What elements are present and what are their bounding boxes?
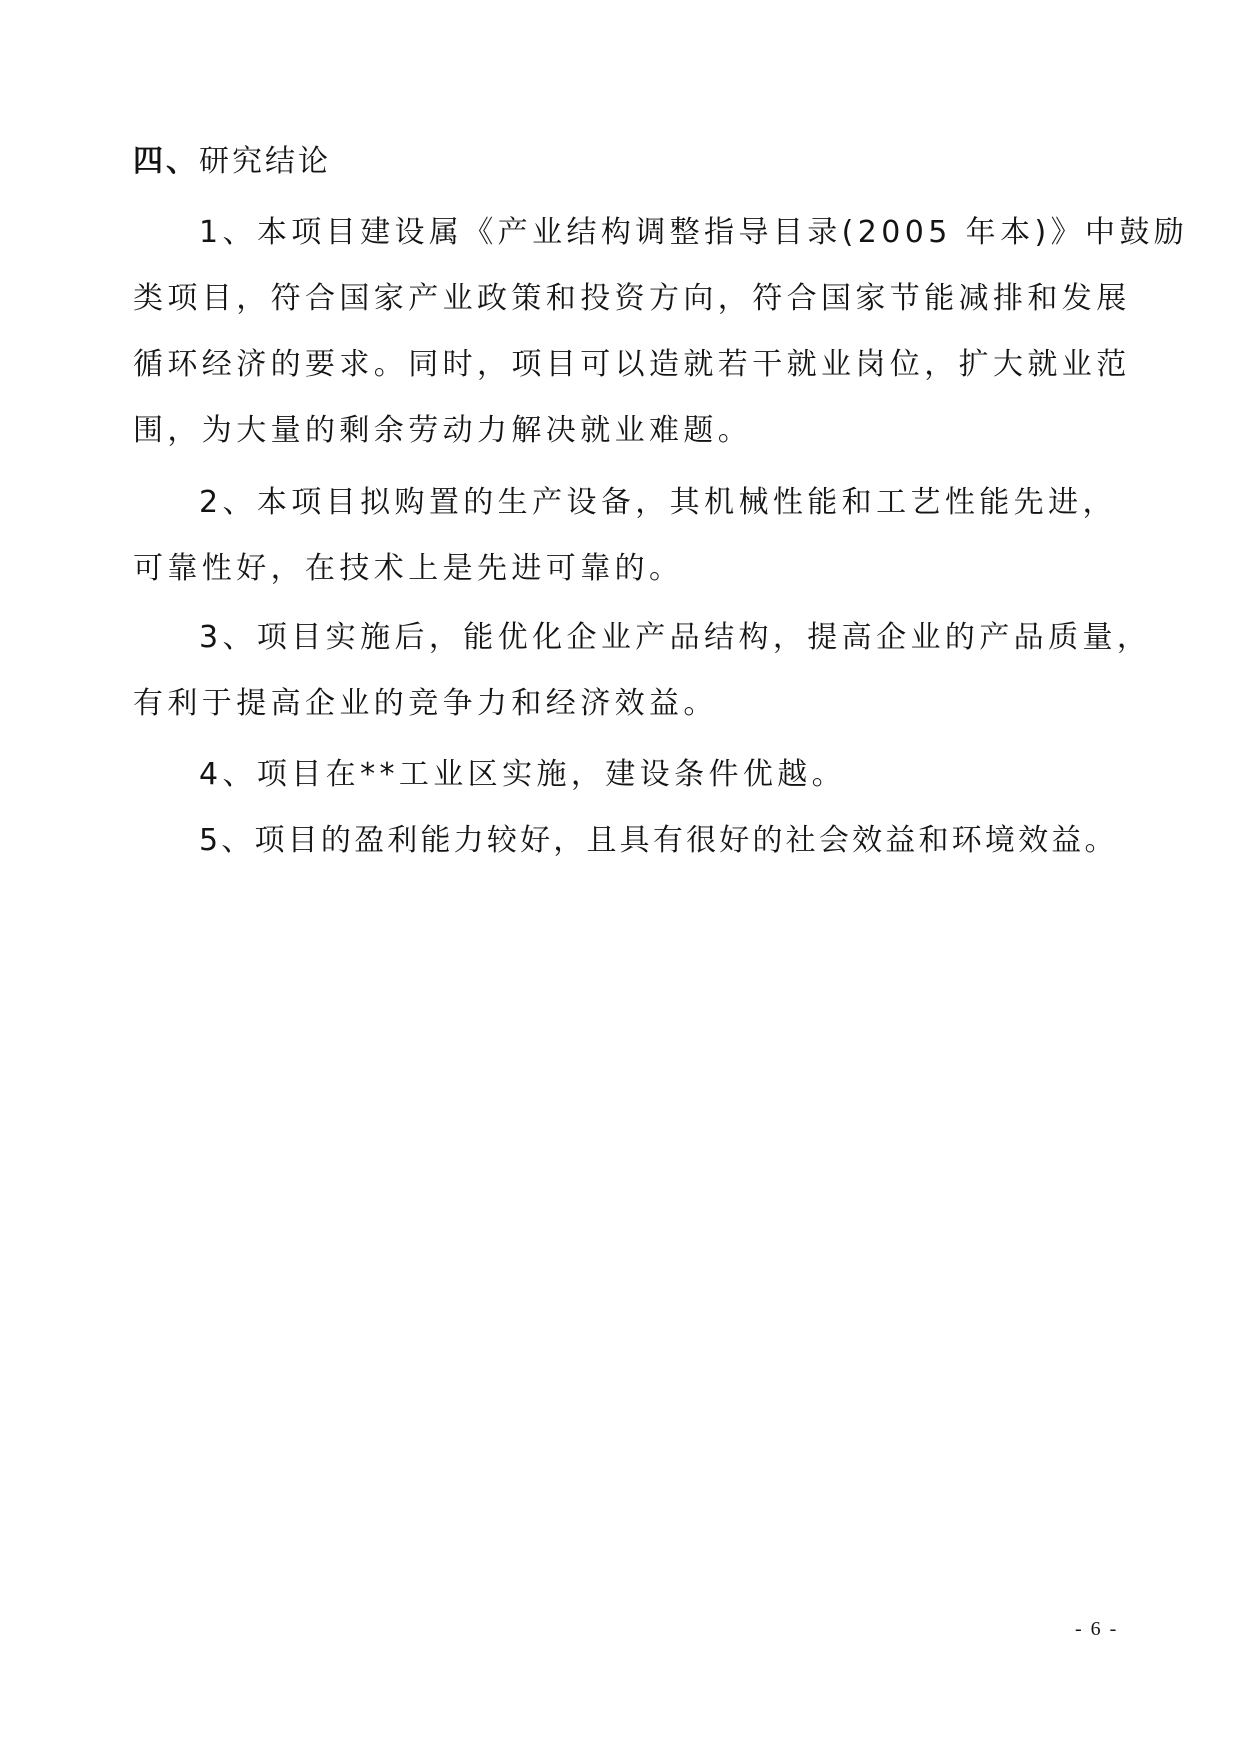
conclusion-paragraph-5 [133,808,1118,874]
section-number: 四、 [133,144,199,179]
paragraph-line: 5、项目的盈利能力较好，且具有很好的社会效益和环境效益。 [199,823,1118,858]
paragraph-line: 可靠性好，在技术上是先进可靠的。 [133,551,684,586]
conclusion-paragraph-2 [133,470,1117,602]
section-title: 研究结论 [199,144,331,179]
paragraph-line: 循环经济的要求。同时，项目可以造就若干就业岗位，扩大就业范 [133,347,1131,382]
paragraph-line: 有利于提高企业的竞争力和经济效益。 [133,686,718,721]
section-heading [133,140,331,184]
paragraph-line: 3、项目实施后，能优化企业产品结构，提高企业的产品质量， [199,620,1152,655]
page-number: - 6 - [1075,1618,1119,1640]
paragraph-line: 4、项目在**工业区实施，建设条件优越。 [199,757,847,792]
paragraph-line: 2、本项目拟购置的生产设备，其机械性能和工艺性能先进， [199,485,1117,520]
conclusion-paragraph-3 [133,605,1152,737]
conclusion-paragraph-4 [133,742,1108,808]
conclusion-paragraph-1 [133,200,1189,464]
paragraph-line: 围，为大量的剩余劳动力解决就业难题。 [133,413,753,448]
paragraph-line: 类项目，符合国家产业政策和投资方向，符合国家节能减排和发展 [133,281,1131,316]
paragraph-line: 1、本项目建设属《产业结构调整指导目录(2005 年本)》中鼓励 [199,215,1189,250]
